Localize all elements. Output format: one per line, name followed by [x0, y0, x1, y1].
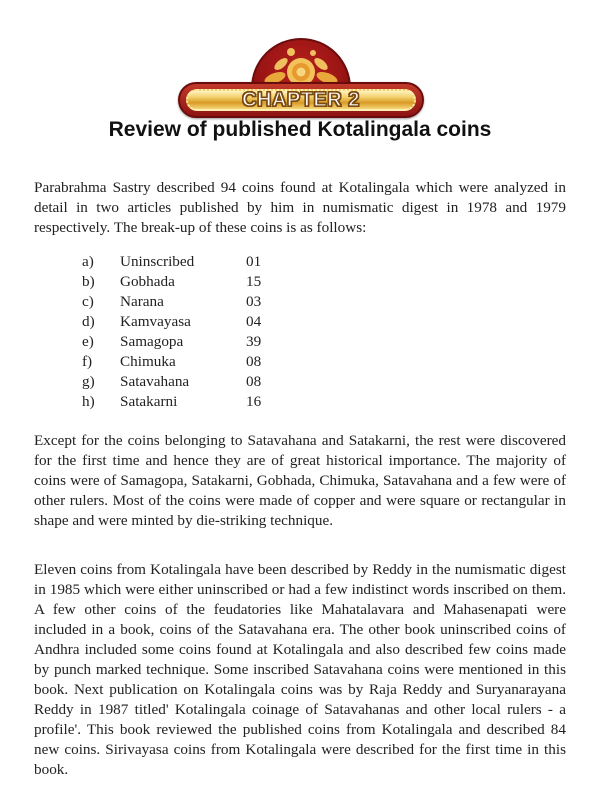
list-item: e) Samagopa 39: [82, 333, 262, 350]
intro-paragraph: Parabrahma Sastry described 94 coins found at Kotalingala which were analyzed in detail in two articles published by him in numismatic digest in 1978 and 1979 respectively. The break-up of these coins is as follows:: [34, 179, 566, 236]
list-item: f) Chimuka 08: [82, 353, 262, 370]
list-item: b) Gobhada 15: [82, 273, 262, 290]
chapter-banner: [178, 38, 424, 120]
second-paragraph: Except for the coins belonging to Satavahana and Satakarni, the rest were discovered for the first time and hence they are of great historical importance. The majority of coins were of Samagopa, Satakarni, Gobhada, Chimuka, Satavahana and a few were of other rulers. Most of the coins were made of copper and were square or rectangular in shape and were minted by die-striking technique.: [34, 432, 566, 529]
list-item: g) Satavahana 08: [82, 373, 262, 390]
coin-breakup-list: [82, 252, 286, 412]
list-item: d) Kamvayasa 04: [82, 313, 262, 330]
list-item: a) Uninscribed 01: [82, 253, 262, 270]
chapter-plaque: [178, 82, 424, 118]
list-item: c) Narana 03: [82, 293, 262, 310]
chapter-label: CHAPTER 2: [242, 88, 360, 111]
page-title: Review of published Kotalingala coins: [108, 118, 492, 141]
third-paragraph: Eleven coins from Kotalingala have been described by Reddy in the numismatic digest in 1985 which were either uninscribed or had a few indistinct words inscribed on them. A few other coins of the feudatories like Mahatalavara and Mahasenapati were included in a book, coins of the Satavahana era. The other book uninscribed coins of Andhra included some coins found at Kotalingala and also described few coins made by punch marked technique. Some inscribed Satavahana coins were mentioned in this book. Next publication on Kotalingala coins was by Raja Reddy and Suryanarayana Reddy in 1987 titled' Kotalingala coinage of Satavahanas and other local rulers - a profile'. This book reviewed the published coins from Kotalingala and described 84 new coins. Sirivayasa coins from Kotalingala were described for the first time in this book.: [34, 561, 566, 778]
list-item: h) Satakarni 16: [82, 393, 262, 410]
